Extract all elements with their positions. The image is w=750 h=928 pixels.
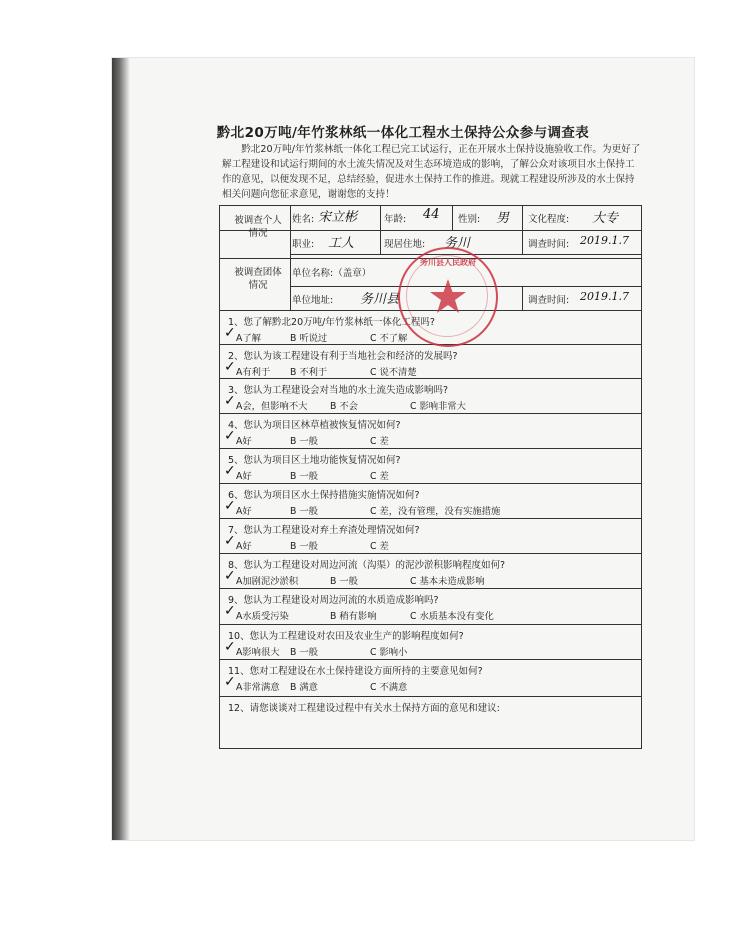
group-date-label: 调查时间:: [528, 295, 570, 306]
job-value: 工人: [328, 236, 355, 251]
question-11-option-b[interactable]: B 满意: [290, 682, 318, 693]
group-section-label: 被调查团体情况: [234, 267, 282, 291]
question-1-option-a[interactable]: A了解: [236, 333, 261, 344]
row-line: [220, 448, 641, 449]
row-line: [220, 378, 641, 379]
education-label: 文化程度:: [528, 214, 570, 225]
row-line: [220, 553, 641, 554]
question-1-option-b[interactable]: B 听说过: [290, 333, 328, 344]
scan-shadow-edge: [112, 58, 130, 840]
row-line: [220, 518, 641, 519]
question-2-option-a[interactable]: A有利于: [236, 367, 271, 378]
education-value: 大专: [592, 211, 619, 226]
seal-text: 务川县人民政府: [420, 258, 476, 267]
question-6-option-b[interactable]: B 一般: [290, 506, 318, 517]
question-9-option-a[interactable]: A水质受污染: [236, 611, 289, 622]
question-8-option-a[interactable]: A加剧泥沙淤积: [236, 576, 299, 587]
age-value: 44: [423, 207, 440, 222]
official-seal: [398, 247, 498, 347]
question-7-text: 7、您认为工程建设对弃土弃渣处理情况如何?: [228, 525, 420, 536]
gender-label: 性别:: [458, 214, 481, 225]
row-line: [220, 624, 641, 625]
unit-address-label: 单位地址:: [292, 295, 334, 306]
question-2-option-b[interactable]: B 不利于: [290, 367, 328, 378]
question-11-option-a[interactable]: A非常满意: [236, 682, 280, 693]
address-label: 现居住地:: [384, 239, 426, 250]
age-label: 年龄:: [384, 214, 407, 225]
row-line: [220, 413, 641, 414]
unit-address-value: 务川县: [360, 292, 400, 307]
survey-date-label: 调查时间:: [528, 239, 570, 250]
col-line: [290, 206, 291, 310]
intro-text: 黔北20万吨/年竹浆林纸一体化工程已完工试运行，正在开展水土保持设施验收工作。为更好了解工程建设和试运行期间的水土流失情况及对生态环境造成的影响，了解公众对该项目水土保持工作的意见，以便发现不足，总结经验，促进水土保持工作的推进。现就工程建设所涉及的水土保持相关问题向您征求意见，谢谢您的支持！: [222, 144, 641, 200]
question-1-text: 1、您了解黔北20万吨/年竹浆林纸一体化工程吗?: [228, 317, 435, 328]
question-8-option-b[interactable]: B 一般: [330, 576, 358, 587]
survey-title: 黔北20万吨/年竹浆林纸一体化工程水土保持公众参与调查表: [216, 125, 590, 141]
col-line: [380, 206, 381, 254]
question-3-text: 3、您认为工程建设会对当地的水土流失造成影响吗?: [228, 385, 449, 396]
question-5-option-c[interactable]: C 差: [370, 471, 389, 482]
question-2-text: 2、您认为该工程建设有利于当地社会和经济的发展吗?: [228, 351, 458, 362]
question-7-option-b[interactable]: B 一般: [290, 541, 318, 552]
question-3-option-b[interactable]: B 不会: [330, 401, 358, 412]
gender-value: 男: [496, 211, 510, 226]
col-line: [522, 286, 523, 310]
question-6-option-a[interactable]: A好: [236, 506, 252, 517]
question-6-option-c[interactable]: C 差，没有管理，没有实施措施: [370, 506, 501, 517]
question-4-option-a[interactable]: A好: [236, 436, 252, 447]
personal-section-label: 被调查个人情况: [234, 215, 282, 239]
row-line: [220, 230, 641, 231]
question-5-text: 5、您认为项目区土地功能恢复情况如何?: [228, 455, 401, 466]
group-date-value: 2019.1.7: [580, 290, 629, 303]
question-1-option-c[interactable]: C 不了解: [370, 333, 408, 344]
check-mark-icon: ✓: [224, 533, 236, 549]
check-mark-icon: ✓: [224, 603, 236, 619]
check-mark-icon: ✓: [224, 393, 236, 409]
unit-name-label: 单位名称:（盖章）: [292, 268, 372, 279]
question-6-text: 6、您认为项目区水土保持措施实施情况如何?: [228, 490, 420, 501]
question-10-option-c[interactable]: C 影响小: [370, 647, 408, 658]
job-label: 职业:: [292, 239, 315, 250]
question-5-option-b[interactable]: B 一般: [290, 471, 318, 482]
question-2-option-c[interactable]: C 说不清楚: [370, 367, 417, 378]
check-mark-icon: ✓: [224, 428, 236, 444]
row-line: [220, 696, 641, 697]
question-7-option-c[interactable]: C 差: [370, 541, 389, 552]
question-4-option-b[interactable]: B 一般: [290, 436, 318, 447]
question-5-option-a[interactable]: A好: [236, 471, 252, 482]
row-line: [220, 483, 641, 484]
question-4-text: 4、您认为项目区林草植被恢复情况如何?: [228, 420, 401, 431]
check-mark-icon: ✓: [224, 674, 236, 690]
survey-date-value: 2019.1.7: [580, 234, 629, 247]
name-value: 宋立彬: [318, 210, 358, 225]
question-10-option-b[interactable]: B 一般: [290, 647, 318, 658]
check-mark-icon: ✓: [224, 359, 236, 375]
question-10-text: 10、您认为工程建设对农田及农业生产的影响程度如何?: [228, 631, 464, 642]
intro-paragraph: [222, 142, 642, 202]
col-line: [452, 206, 453, 230]
check-mark-icon: ✓: [224, 463, 236, 479]
question-8-text: 8、您认为工程建设对周边河流（沟渠）的泥沙淤积影响程度如何?: [228, 560, 506, 571]
name-label: 姓名:: [292, 214, 315, 225]
question-9-text: 9、您认为工程建设对周边河流的水质造成影响吗?: [228, 595, 439, 606]
check-mark-icon: ✓: [224, 568, 236, 584]
question-12-text: 12、请您谈谈对工程建设过程中有关水土保持方面的意见和建议:: [228, 703, 500, 714]
row-line: [220, 659, 641, 660]
col-line: [522, 206, 523, 254]
question-3-option-c[interactable]: C 影响非常大: [410, 401, 466, 412]
question-7-option-a[interactable]: A好: [236, 541, 252, 552]
check-mark-icon: ✓: [224, 639, 236, 655]
question-11-text: 11、您对工程建设在水土保持建设方面所持的主要意见如何?: [228, 666, 483, 677]
question-4-option-c[interactable]: C 差: [370, 436, 389, 447]
question-11-option-c[interactable]: C 不满意: [370, 682, 408, 693]
question-3-option-a[interactable]: A会，但影响不大: [236, 401, 308, 412]
address-value: 务川: [444, 236, 471, 251]
question-9-option-b[interactable]: B 稍有影响: [330, 611, 377, 622]
question-9-option-c[interactable]: C 水质基本没有变化: [410, 611, 494, 622]
check-mark-icon: ✓: [224, 498, 236, 514]
question-10-option-a[interactable]: A影响很大: [236, 647, 280, 658]
row-line: [220, 588, 641, 589]
question-8-option-c[interactable]: C 基本未造成影响: [410, 576, 485, 587]
check-mark-icon: ✓: [224, 325, 236, 341]
